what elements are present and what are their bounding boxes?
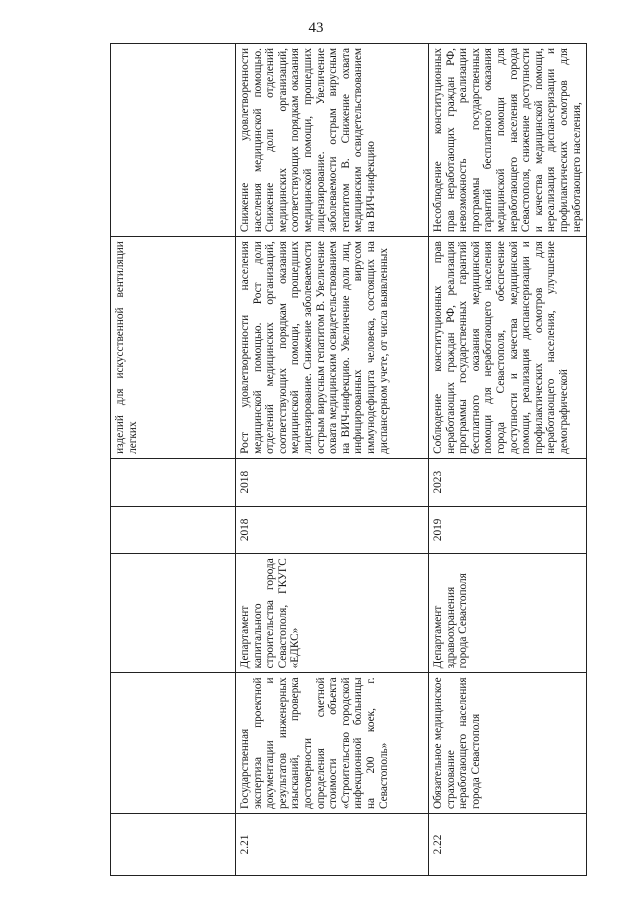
expected-result-cell: Соблюдение конституционных прав неработающих граждан РФ, реализация программы государственных гарантий бесплатного оказания медицинской помощи для неработающего населения города Севастополя, обеспечение доступности и качества медицинской помощи, реализация диспансеризации и профилактических осмотров для неработающего населения, улучшение демографической <box>429 237 587 459</box>
measures-table <box>110 43 587 876</box>
executor-cell: Департамент капитального строительства города Севастополя, ГКУГС «ЕДКС» <box>236 554 429 673</box>
item-number-cell: 2.21 <box>236 814 429 876</box>
consequences-cell: Снижение удовлетворенности населения медицинской помощью. Снижение доли отделений медицинских организаций, соответствующих порядкам оказания медицинской помощи, прошедших лицензирование. Увеличение заболеваемости острым вирусным гепатитом В. Снижение охвата медицинским освидетельствованием на ВИЧ-инфекцию <box>236 44 429 237</box>
start-year-cell <box>111 506 236 554</box>
executor-cell: Департамент здравоохранения города Севастополя <box>429 554 587 673</box>
end-year-cell: 2018 <box>236 458 429 506</box>
table-row <box>429 44 587 876</box>
consequences-cell <box>111 44 236 237</box>
page-number: 43 <box>308 20 324 36</box>
item-name-cell: Обязательное медицинское страхование неработающего населения города Севастополя <box>429 673 587 814</box>
item-number-cell <box>111 814 236 876</box>
end-year-cell <box>111 458 236 506</box>
expected-result-cell: изделий для искусственной вентиляции легких <box>111 237 236 459</box>
item-name-cell <box>111 673 236 814</box>
executor-cell <box>111 554 236 673</box>
end-year-cell: 2023 <box>429 458 587 506</box>
start-year-cell: 2018 <box>236 506 429 554</box>
consequences-cell: Несоблюдение конституционных прав неработающих граждан РФ, невозможность реализации программы государственных гарантий бесплатного оказания медицинской помощи для неработающего населения города Севастополя, снижение доступности и качества медицинской помощи, нереализация диспансеризации и профилактических осмотров для неработающего населения, <box>429 44 587 237</box>
table-row <box>111 44 236 876</box>
table-row <box>236 44 429 876</box>
table-frame <box>110 43 583 876</box>
item-name-cell: Государственная экспертиза проектной документации и результатов инженерных изысканий, проверка достоверности определения сметной стоимости объекта «Строительство городской инфекционной больницы на 200 коек, г. Севастополь» <box>236 673 429 814</box>
expected-result-cell: Рост удовлетворенности населения медицинской помощью. Рост доли отделений медицинских организаций, соответствующих порядкам оказания медицинской помощи, прошедших лицензирование. Снижение заболеваемости острым вирусным гепатитом В. Увеличение охвата медицинским освидетельствованием на ВИЧ-инфекцию. Увеличение доли лиц, инфицированных вирусом иммунодефицита человека, состоящих на диспансерном учете, от числа выявленных <box>236 237 429 459</box>
item-number-cell: 2.22 <box>429 814 587 876</box>
rotated-table-container <box>110 43 583 876</box>
start-year-cell: 2019 <box>429 506 587 554</box>
